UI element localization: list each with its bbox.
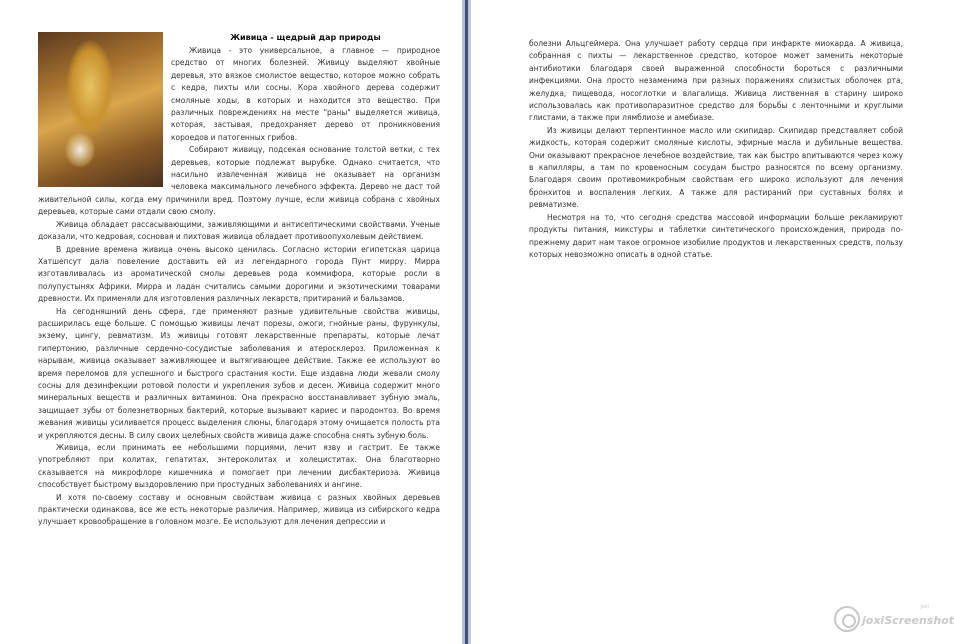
paragraph: Живица, если принимать ее небольшими порциями, лечит язву и гастрит. Ее также употребляют при колитах, гепатитах, энтероколитах и холециститах. Она благотворно сказывается на микрофлоре кишечника и помогает при лечении дисбактериоза. Живица способствует быстрому выздоровлению при простудных заболеваниях и ангине.: [38, 443, 440, 490]
article-title: Живица - щедрый дар природы: [230, 33, 381, 42]
paragraph: На сегодняшний день сфера, где применяют разные удивительные свойства живицы, расширилась еще больше. С помощью живицы лечат порезы, ожоги, гнойные раны, фурункулы, экзему, цингу, ревматизм. Из живицы готовят лекарственные препараты, которые лечат гипертонию, различные сердечно-сосудистые заболевания и атеросклероз. Приложенная к нарывам, живица оказывает заживляющее и вытягивающее действие. Также ее используют во время переломов для успешного и быстрого срастания кости. Еще издавна люди жевали смолу сосны для дезинфекции ротовой полости и укрепления зубов и десен. Живица содержит много минеральных веществ и различных витаминов. Она прекрасно восстанавливает зубную эмаль, защищает зубы от болезнетворных бактерий, которые вызывают кариес и пародонтоз. Во время жевания живицы усиливается процесс выделения слюны, благодаря этому очищается полость рта и укрепляются десны. В силу своих целебных свойств живица даже способна снять зубную боль.: [38, 306, 440, 440]
watermark-logo-icon: [834, 606, 860, 632]
page-divider: [465, 0, 468, 644]
paragraph: Живица - это универсальное, а главное — природное средство от многих болезней. Живицу выделяют хвойные деревья, это вязкое смолистое вещество, которое можно собрать с кедра, пихты или сосны. Кора хвойного дерева содержит смоляные ходы, в которых и находится это вещество. При различных повреждениях на месте "раны" выделяется живица, которая, застывая, предохраняет дерево от проникновения короедов и патогенных грибов.: [171, 46, 440, 142]
document-page-left: [0, 0, 462, 644]
resin-drop-photo: [38, 32, 163, 187]
paragraph: И хотя по-своему составу и основным свойствам живица с разных хвойных деревьев практически одинакова, все же есть некоторые различия. Например, живица из сибирского кедра улучшает кровообращение в головном мозге. Ее используют для лечения депрессии и: [38, 492, 440, 527]
document-page-right: [471, 0, 935, 644]
paragraph: болезни Альцгеймера. Она улучшает работу сердца при инфаркте миокарда. А живица, собранная с пихты — лекарственное средство, которое может заменить некоторые антибиотики благодаря своей выраженной способности бороться с различными инфекциями. Она просто незаменима при разных поражениях слизистых оболочек рта, желудка, пищевода, носоглотки и влагалища. Живица лиственная в старину широко использовалась как противопаразитное средство для борьбы с ленточными и круглыми глистами, а также при лямблиозе и амебиазе.: [529, 39, 903, 123]
watermark-text: joxiScreenshot: [862, 614, 954, 627]
paragraph: Несмотря на то, что сегодня средства массовой информации больше рекламируют продукты питания, микстуры и таблетки синтетического происхождения, природа по-прежнему дарит нам такое огромное изобилие продуктов и лекарственных средств, пользу которых невозможно описать в одной статье.: [529, 212, 903, 259]
paragraph: Живица обладает рассасывающими, заживляющими и антисептическими свойствами. Ученые доказали, что кедровая, сосновая и пихтовая живица обладает противоопухолевым действием.: [38, 219, 440, 242]
watermark: [834, 604, 954, 638]
paragraph: В древние времена живица очень высоко ценилась. Согласно истории египетская царица Хатшепсут дала повеление доставить ей из легендарного города Пунт мирру. Мирра изготавливалась из ароматической смолы деревьев рода коммифора, которые росли в полупустынях Африки. Мирра и ладан считались самыми дорогими и экзотическими товарами древности. Их применяли для изготовления различных лекарств, притираний и бальзамов.: [38, 244, 440, 304]
watermark-subtext: joxi: [920, 604, 929, 610]
paragraph: Собирают живицу, подсекая основание толстой ветки, с тех деревьев, которые подлежат вырубке. Однако считается, что насильно извлеченная живица не оказывает на организм человека максимального лечебного эффекта. Дерево не даст той живительной силы, когда ему причинили вред. Поэтому лучше, если живица собрана с хвойных деревьев, которые сами отдали свою смолу.: [38, 145, 440, 217]
paragraph: Из живицы делают терпентинное масло или скипидар. Скипидар представляет собой жидкость, которая содержит смоляные кислоты, эфирные масла и дубильные вещества. Они оказывают прекрасное лечебное воздействие, так как быстро впитываются через кожу в капилляры, а там по кровеносным сосудам быстро разносятся по всему организму. Благодаря своим противомикробным свойствам его широко используют для лечения бронхитов и воспаления легких. А также для растираний при суставных болях и ревматизме.: [529, 125, 903, 210]
